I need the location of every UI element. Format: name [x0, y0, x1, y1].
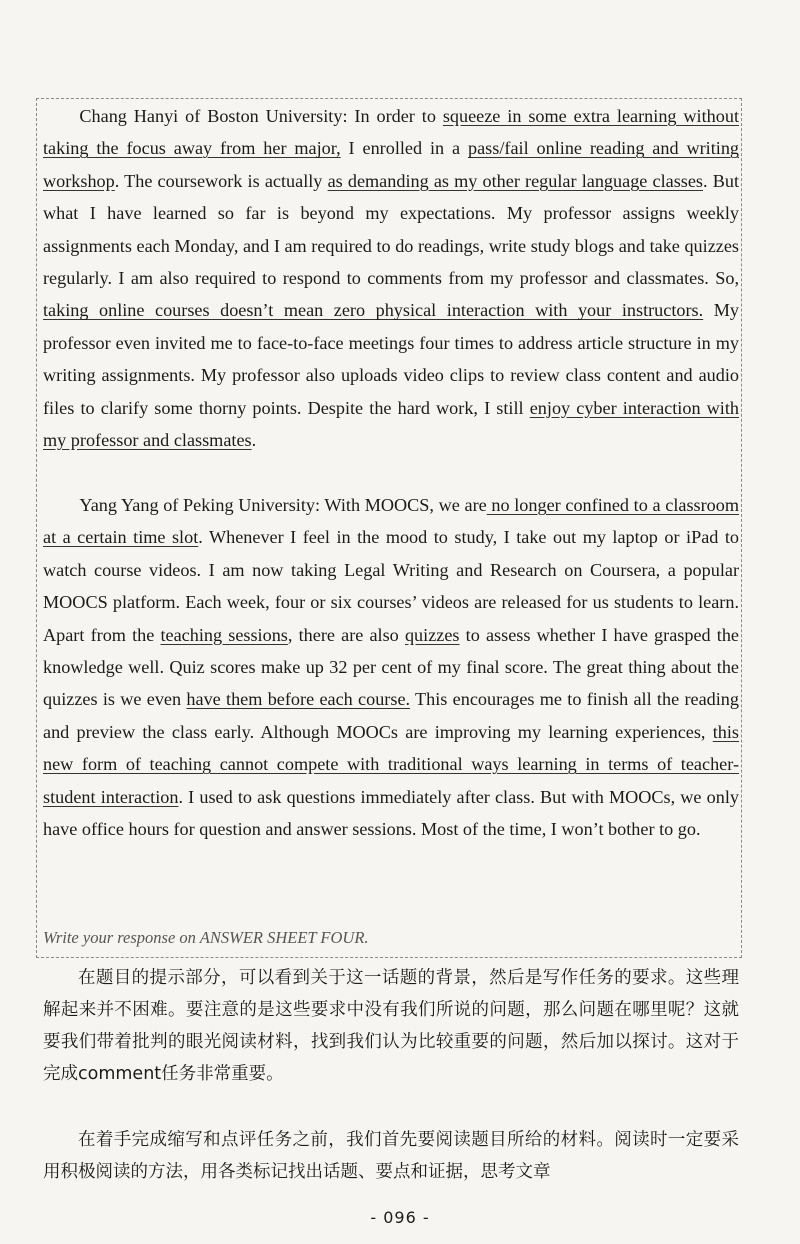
- text-span: , there are also: [287, 624, 405, 645]
- text-span: . I used to ask questions immediately after class. But with MOOCs, we only have office hours for question and answer sessions. Most of the time, I won’t bother to go.: [43, 786, 739, 840]
- text-span: . The coursework is actually: [114, 170, 328, 191]
- text-span: . But what I have learned so far is beyond my expectations. My professor assigns weekly assignments each Monday, and I am required to do readings, write study blogs and take quizzes regularly. I am also required to respond to comments from my professor and classmates. So,: [43, 170, 739, 289]
- text-span: I enrolled in a: [340, 138, 469, 159]
- text-span: Yang Yang of Peking University: With MOOCS, we are: [79, 495, 487, 515]
- text-span: My professor even invited me to face-to-face meetings four times to address article structure in my writing assignments. My professor also uploads video clips to review class content and audio files to clarify some thorny points. Despite the hard work, I still: [43, 300, 739, 418]
- underlined-phrase: as demanding as my other regular language classes: [327, 170, 704, 191]
- text-span: . Whenever I feel in the mood to study, I take out my laptop or iPad to watch course videos. I am now taking Legal Writing and Research on Coursera, a popular MOOCS platform. Each week, four or six courses’ videos are released for us students to learn. Apart from the: [43, 527, 740, 645]
- underlined-phrase: pass/fail online reading and writing workshop: [43, 138, 740, 191]
- text-span: .: [251, 430, 257, 451]
- page-number: - 096 -: [370, 1208, 430, 1227]
- chinese-commentary-paragraph-2: 在着手完成缩写和点评任务之前，我们首先要阅读题目所给的材料。阅读时一定要采用积极阅读的方法，用各类标记找出话题、要点和证据，思考文章: [43, 1130, 739, 1182]
- text-span: Chang Hanyi of Boston University: In order to: [79, 106, 443, 126]
- underlined-phrase: no longer confined to a classroom at a certain time slot: [43, 495, 739, 548]
- underlined-phrase: squeeze in some extra learning without taking the focus away from her major,: [43, 106, 739, 159]
- underlined-phrase: have them before each course.: [186, 689, 411, 710]
- text-span: to assess whether I have grasped the knowledge well. Quiz scores make up 32 per cent of my final score. The great thing about the quizzes is we even: [43, 624, 740, 710]
- passage-yang-yang: [43, 489, 739, 845]
- passage-chang-hanyi: [43, 100, 739, 456]
- underlined-phrase: teaching sessions: [160, 624, 288, 645]
- underlined-phrase: this new form of teaching cannot compete with traditional ways learning in terms of teacher-student interaction: [43, 721, 739, 807]
- answer-sheet-instruction: Write your response on ANSWER SHEET FOUR.: [43, 928, 369, 947]
- chinese-commentary-paragraph-1: 在题目的提示部分，可以看到关于这一话题的背景，然后是写作任务的要求。这些理解起来并不困难。要注意的是这些要求中没有我们所说的问题，那么问题在哪里呢？这就要我们带着批判的眼光阅读材料，找到我们认为比较重要的问题，然后加以探讨。这对于完成comment任务非常重要。: [43, 968, 739, 1084]
- underlined-phrase: enjoy cyber interaction with my professor and classmates: [43, 397, 740, 451]
- underlined-phrase: quizzes: [404, 624, 460, 645]
- underlined-phrase: taking online courses doesn’t mean zero physical interaction with your instructors.: [43, 300, 704, 321]
- text-span: This encourages me to finish all the reading and preview the class early. Although MOOCs are improving my learning experiences,: [43, 689, 739, 742]
